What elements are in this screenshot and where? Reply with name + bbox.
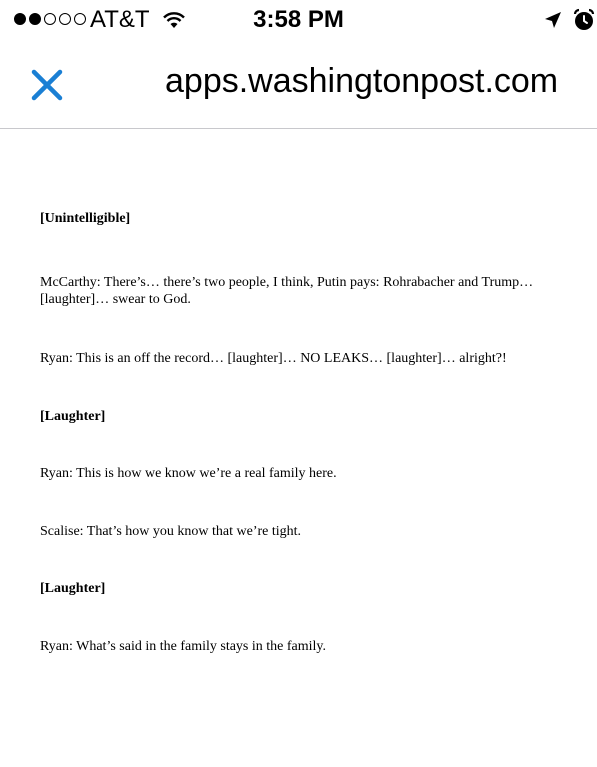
transcript-paragraph: Ryan: This is how we know we’re a real family here. [40,466,337,481]
status-bar [0,0,597,40]
alarm-clock-icon [572,8,596,32]
transcript-paragraph: [Laughter] [40,581,106,596]
carrier-name: AT&T [90,6,150,33]
transcript-paragraph: McCarthy: There’s… there’s two people, I think, Putin pays: Rohrabacher and Trump… [laughter]… swear to God. [40,275,534,307]
transcript-paragraph: Ryan: What’s said in the family stays in the family. [40,639,327,654]
close-icon[interactable] [26,64,68,106]
location-arrow-icon [543,10,563,30]
transcript-paragraph: [Unintelligible] [40,211,131,226]
transcript-paragraph: [Laughter] [40,409,106,424]
status-time: 3:58 PM [253,6,344,33]
transcript-paragraph: Ryan: This is an off the record… [laughter]… NO LEAKS… [laughter]… alright?! [40,351,507,366]
nav-bar [0,40,597,129]
transcript-paragraph: Scalise: That’s how you know that we’re tight. [40,524,302,539]
page-url-title: apps.washingtonpost.com [165,62,559,100]
